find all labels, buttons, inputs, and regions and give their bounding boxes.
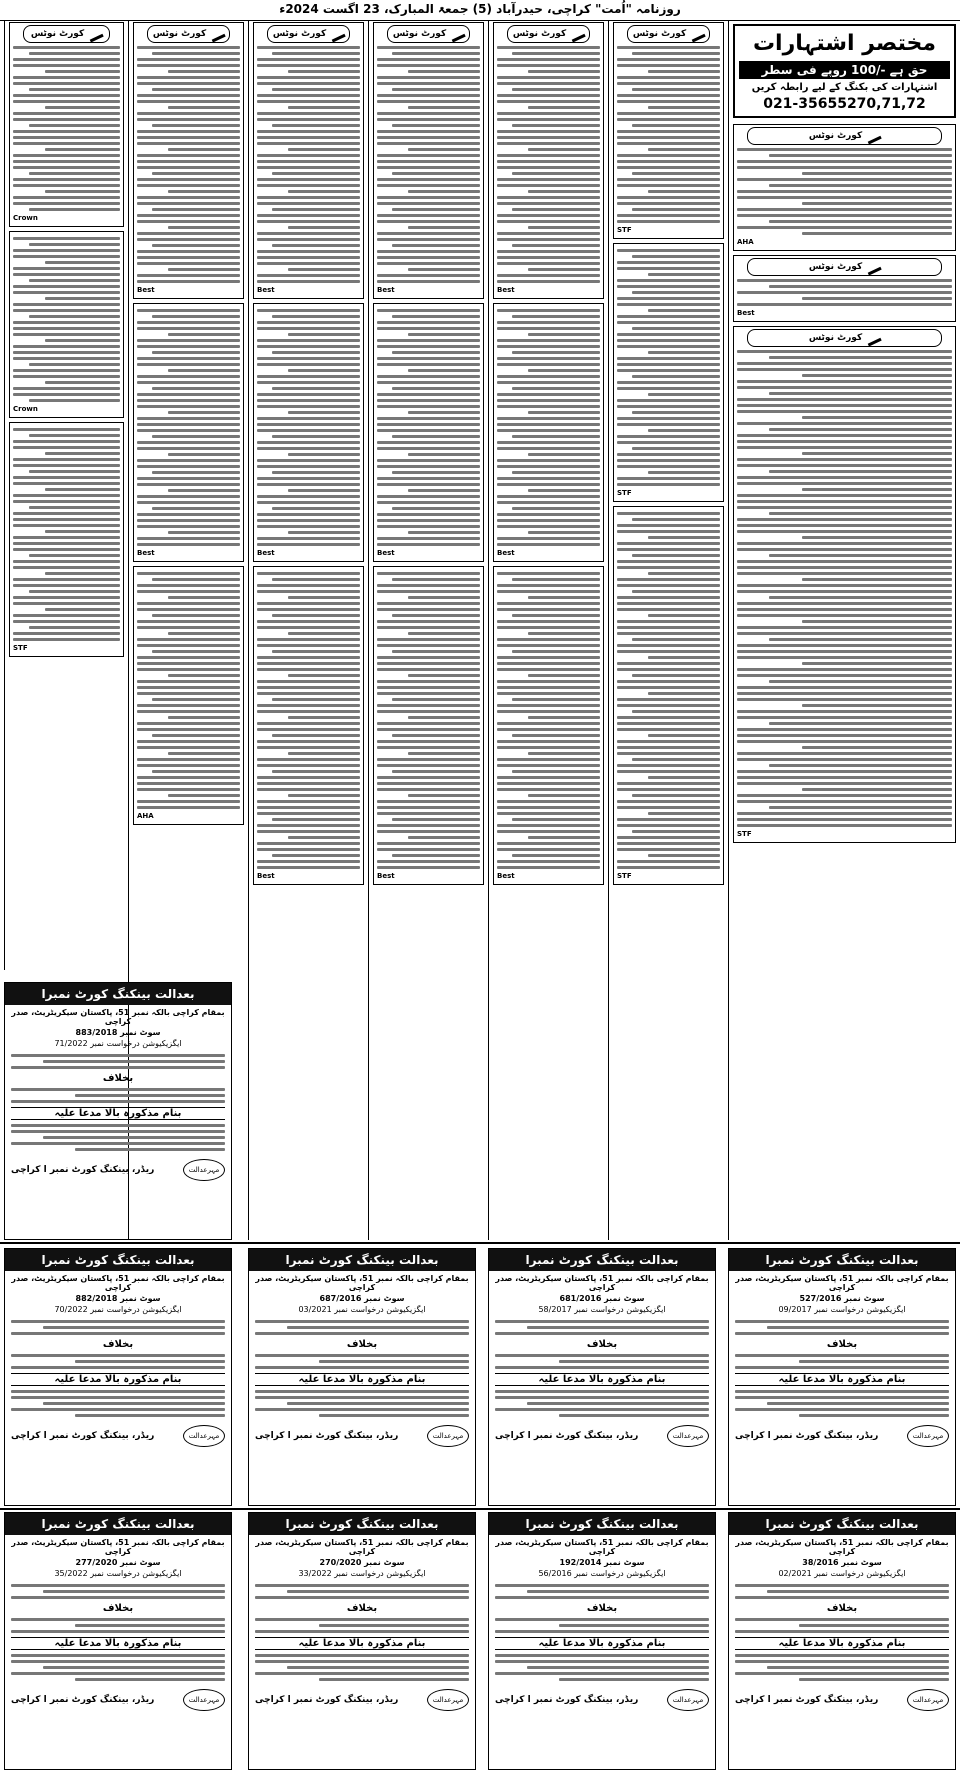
banking-court-notice: بعدالت بینکنگ کورٹ نمبرا بمقام کراچی بالکہ نمبر 51، پاکستان سیکریٹریٹ، صدر کراچی سوٹ نمبر 38/2016 ایگزیکیوشن درخواست نمبر 02/2021 بخلاف بنام مذکورہ بالا مدعا علیہ مہرعدالت ریڈر، بینکنگ کورٹ نمبر ا کراچی xyxy=(728,1512,956,1770)
gavel-icon xyxy=(209,26,226,42)
court-notice: Crown xyxy=(9,231,124,418)
banking-court-notice: بعدالت بینکنگ کورٹ نمبرا بمقام کراچی بالکہ نمبر 51، پاکستان سیکریٹریٹ، صدر کراچی سوٹ نمبر 687/2016 ایگزیکیوشن درخواست نمبر 03/2021 بخلاف بنام مذکورہ بالا مدعا علیہ مہرعدالت ریڈر، بینکنگ کورٹ نمبر ا کراچی xyxy=(248,1248,476,1506)
court-notice: کورٹ نوٹس Best xyxy=(253,22,364,299)
court-notice: کورٹ نوٹس STF xyxy=(613,22,724,239)
court-seal-icon: مہرعدالت xyxy=(907,1425,949,1447)
gavel-icon xyxy=(87,26,104,42)
court-notice: کورٹ نوٹس Best xyxy=(373,22,484,299)
gavel-icon xyxy=(865,259,882,275)
column-notices xyxy=(368,20,488,1240)
court-seal-icon: مہرعدالت xyxy=(183,1689,225,1711)
court-notice: STF xyxy=(613,506,724,885)
banking-court-notice: بعدالت بینکنگ کورٹ نمبرا بمقام کراچی بالکہ نمبر 51، پاکستان سیکریٹریٹ، صدر کراچی سوٹ نمبر 277/2020 ایگزیکیوشن درخواست نمبر 35/2022 بخلاف بنام مذکورہ بالا مدعا علیہ مہرعدالت ریڈر، بینکنگ کورٹ نمبر ا کراچی xyxy=(4,1512,232,1770)
ads-note: اشتہارات کی بکنگ کے لیے رابطہ کریں xyxy=(751,82,938,93)
court-seal-icon: مہرعدالت xyxy=(667,1425,709,1447)
dateline: روزنامہ "اُمت" کراچی، حیدرآباد (5) جمعۃ المبارک، 23 اگست 2024ء xyxy=(0,2,960,21)
court-seal-icon: مہرعدالت xyxy=(427,1425,469,1447)
court-notice: Best xyxy=(493,566,604,885)
section-divider xyxy=(0,1242,960,1244)
court-notice: STF xyxy=(9,422,124,657)
court-notice: کورٹ نوٹس Best xyxy=(733,255,956,322)
court-notice: Best xyxy=(373,566,484,885)
court-notice: کورٹ نوٹس Best xyxy=(493,22,604,299)
court-notice: کورٹ نوٹس Best xyxy=(133,22,244,299)
court-seal-icon: مہرعدالت xyxy=(907,1689,949,1711)
ads-phone: 021-35655270,71,72 xyxy=(763,96,926,112)
court-notice: کورٹ نوٹس AHA xyxy=(733,124,956,251)
court-notice: AHA xyxy=(133,566,244,825)
banking-court-notice: بعدالت بینکنگ کورٹ نمبرا بمقام کراچی بالکہ نمبر 51، پاکستان سیکریٹریٹ، صدر کراچی سوٹ نمبر 192/2014 ایگزیکیوشن درخواست نمبر 56/2016 بخلاف بنام مذکورہ بالا مدعا علیہ مہرعدالت ریڈر، بینکنگ کورٹ نمبر ا کراچی xyxy=(488,1512,716,1770)
column-notices xyxy=(608,20,728,1240)
court-notice: Best xyxy=(493,303,604,562)
court-notice: Best xyxy=(253,303,364,562)
gavel-icon xyxy=(689,26,706,42)
court-seal-icon: مہرعدالت xyxy=(667,1689,709,1711)
gavel-icon xyxy=(449,26,466,42)
court-notice: Best xyxy=(133,303,244,562)
gavel-icon xyxy=(329,26,346,42)
court-notice: STF xyxy=(613,243,724,502)
column-notices xyxy=(488,20,608,1240)
column-notices xyxy=(4,20,128,970)
banking-header: بعدالت بینکنگ کورٹ نمبرا xyxy=(5,983,231,1005)
court-notice: Best xyxy=(253,566,364,885)
gavel-icon xyxy=(569,26,586,42)
short-ads-box xyxy=(733,24,956,118)
gavel-icon xyxy=(865,128,882,144)
banking-court-notice: بعدالت بینکنگ کورٹ نمبرا بمقام کراچی بالکہ نمبر 51، پاکستان سیکریٹریٹ، صدر کراچی سوٹ نمبر 882/2018 ایگزیکیوشن درخواست نمبر 70/2022 بخلاف بنام مذکورہ بالا مدعا علیہ مہرعدالت ریڈر، بینکنگ کورٹ نمبر ا کراچی xyxy=(4,1248,232,1506)
court-notice: کورٹ نوٹس STF xyxy=(733,326,956,843)
court-notice: کورٹ نوٹس Crown xyxy=(9,22,124,227)
court-notice: Best xyxy=(373,303,484,562)
column-ads xyxy=(728,20,960,1240)
column-notices xyxy=(248,20,368,1240)
banking-court-notice: بعدالت بینکنگ کورٹ نمبرا بمقام کراچی بالکہ نمبر 51، پاکستان سیکریٹریٹ، صدر کراچی سوٹ نمبر 527/2016 ایگزیکیوشن درخواست نمبر 09/2017 بخلاف بنام مذکورہ بالا مدعا علیہ مہرعدالت ریڈر، بینکنگ کورٹ نمبر ا کراچی xyxy=(728,1248,956,1506)
section-divider xyxy=(0,1508,960,1510)
banking-court-notice: بعدالت بینکنگ کورٹ نمبرا بمقام کراچی بالکہ نمبر 51، پاکستان سیکریٹریٹ، صدر کراچی سوٹ نمبر 681/2016 ایگزیکیوشن درخواست نمبر 58/2017 بخلاف بنام مذکورہ بالا مدعا علیہ مہرعدالت ریڈر، بینکنگ کورٹ نمبر ا کراچی xyxy=(488,1248,716,1506)
court-seal-icon: مہرعدالت xyxy=(183,1159,225,1181)
court-seal-icon: مہرعدالت xyxy=(427,1689,469,1711)
court-seal-icon: مہرعدالت xyxy=(183,1425,225,1447)
gavel-icon xyxy=(865,330,882,346)
banking-court-notice: بعدالت بینکنگ کورٹ نمبرا بمقام کراچی بالکہ نمبر 51، پاکستان سیکریٹریٹ، صدر کراچی سوٹ نمبر 883/2018 ایگزیکیوشن درخواست نمبر 71/2022 بخلاف بنام مذکورہ بالا مدعا علیہ مہرعدالت ریڈر، بینکنگ کورٹ نمبر ا کراچی xyxy=(4,982,232,1240)
ads-title: مختصر اشتہارات xyxy=(752,31,937,56)
ads-rate: حق ہے -/100 روپے فی سطر xyxy=(739,61,950,79)
banking-court-notice: بعدالت بینکنگ کورٹ نمبرا بمقام کراچی بالکہ نمبر 51، پاکستان سیکریٹریٹ، صدر کراچی سوٹ نمبر 270/2020 ایگزیکیوشن درخواست نمبر 33/2022 بخلاف بنام مذکورہ بالا مدعا علیہ مہرعدالت ریڈر، بینکنگ کورٹ نمبر ا کراچی xyxy=(248,1512,476,1770)
